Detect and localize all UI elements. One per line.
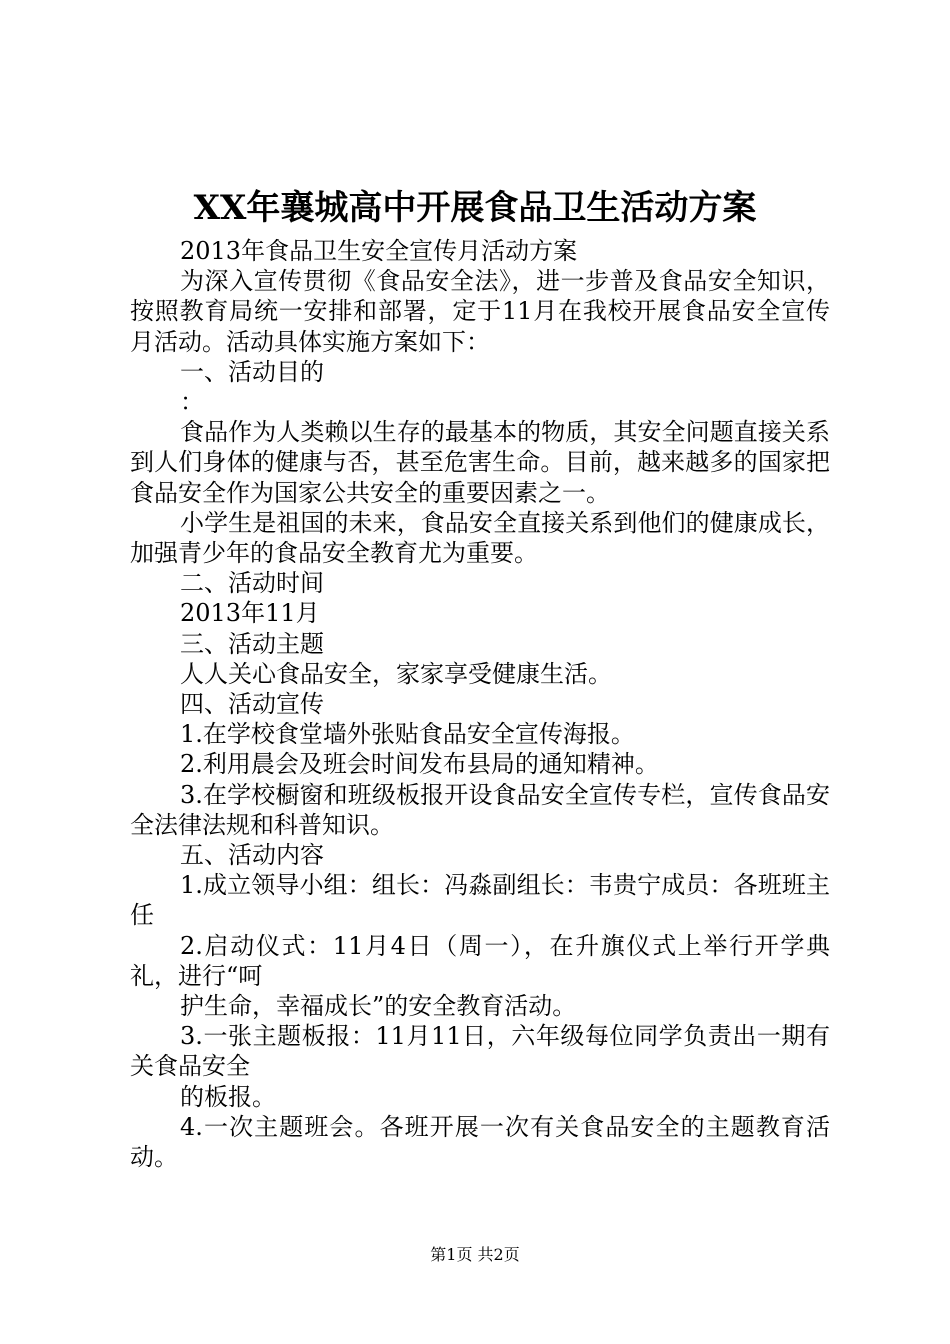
page-footer: 第1页 共2页 [430, 1245, 520, 1264]
content-item-4: 4.一次主题班会。各班开展一次有关食品安全的主题教育活动。 [130, 1112, 830, 1172]
purpose-paragraph-2: 小学生是祖国的未来，食品安全直接关系到他们的健康成长，加强青少年的食品安全教育尤为重要。 [130, 508, 830, 568]
section-heading-purpose: 一、活动目的 [180, 357, 324, 386]
section-heading-content: 五、活动内容 [180, 841, 324, 870]
subtitle-paragraph: 2013年食品卫生安全宣传月活动方案 [180, 237, 578, 265]
time-paragraph: 2013年11月 [180, 599, 320, 628]
theme-paragraph: 人人关心食品安全，家家享受健康生活。 [180, 659, 612, 688]
colon-line: ： [180, 388, 204, 417]
publicity-item-1: 1.在学校食堂墙外张贴食品安全宣传海报。 [180, 720, 635, 749]
content-item-3-continued: 的板报。 [180, 1082, 276, 1111]
section-heading-theme: 三、活动主题 [180, 629, 324, 658]
purpose-paragraph-1: 食品作为人类赖以生存的最基本的物质，其安全问题直接关系到人们身体的健康与否，甚至危害生命。目前，越来越多的国家把食品安全作为国家公共安全的重要因素之一。 [130, 418, 830, 507]
intro-paragraph: 为深入宣传贯彻《食品安全法》，进一步普及食品安全知识，按照教育局统一安排和部署，定于11月在我校开展食品安全宣传月活动。活动具体实施方案如下： [130, 267, 830, 356]
content-item-2-continued: 护生命，幸福成长”的安全教育活动。 [180, 992, 577, 1021]
document-body [130, 236, 830, 1172]
publicity-item-2: 2.利用晨会及班会时间发布县局的通知精神。 [180, 750, 659, 779]
document-title: XX年襄城高中开展食品卫生活动方案 [193, 188, 757, 228]
content-item-3: 3.一张主题板报：11月11日，六年级每位同学负责出一期有关食品安全 [130, 1022, 830, 1081]
publicity-item-3: 3.在学校橱窗和班级板报开设食品安全宣传专栏，宣传食品安全法律法规和科普知识。 [130, 780, 830, 839]
section-heading-publicity: 四、活动宣传 [180, 690, 324, 719]
section-heading-time: 二、活动时间 [180, 569, 324, 598]
content-item-1: 1.成立领导小组：组长：冯淼副组长：韦贵宁成员：各班班主任 [130, 871, 830, 930]
content-item-2: 2.启动仪式：11月4日（周一），在升旗仪式上举行开学典礼，进行“呵 [130, 931, 830, 990]
